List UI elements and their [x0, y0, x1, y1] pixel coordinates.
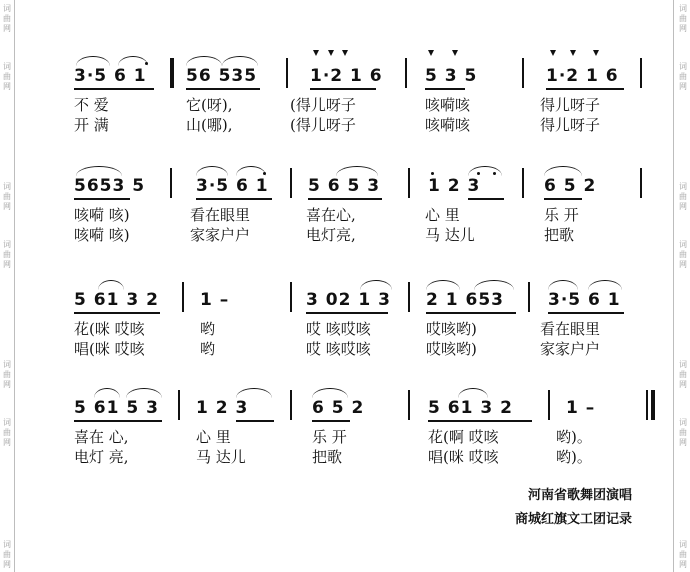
- watermark-char: 曲: [3, 370, 11, 379]
- watermark-char: 词: [3, 240, 11, 249]
- accent-mark: [428, 50, 434, 56]
- watermark-char: 曲: [679, 14, 687, 23]
- notes-measure: 5 3 5: [425, 66, 478, 86]
- watermark-char: 词: [679, 418, 687, 427]
- lyric-verse-1: 得儿呀子: [540, 96, 601, 114]
- watermark-char: 网: [3, 560, 11, 569]
- notes-measure: 1 –: [566, 398, 596, 418]
- beam-line: [196, 198, 272, 200]
- accent-mark: [452, 50, 458, 56]
- lyric-verse-2: (得儿呀子: [290, 116, 356, 134]
- lyric-verse-1: 咳嗬 咳): [74, 206, 130, 224]
- lyric-verse-2: 唱(咪 哎咳: [74, 340, 145, 358]
- lyric-verse-1: 花(咪 哎咳: [74, 320, 145, 338]
- watermark-char: 词: [3, 418, 11, 427]
- watermark-char: 曲: [3, 250, 11, 259]
- notes-measure: 3 02 1 3: [306, 290, 391, 310]
- beam-line: [74, 198, 130, 200]
- high-octave-dot: [431, 172, 434, 175]
- notes-measure: 3·5 6 1: [196, 176, 269, 196]
- watermark-char: 网: [3, 380, 11, 389]
- bar-line: [408, 168, 410, 198]
- bar-line: [182, 282, 184, 312]
- score-line-3: [0, 274, 690, 364]
- beam-line: [236, 420, 274, 422]
- lyric-verse-2: 咳嗬 咳): [74, 226, 130, 244]
- slur: [426, 280, 460, 290]
- score-line-2: [0, 160, 690, 250]
- lyric-verse-1: 哎 咳哎咳: [306, 320, 371, 338]
- lyric-verse-2: 马 达儿: [196, 448, 246, 466]
- watermark-char: 曲: [3, 72, 11, 81]
- notes-measure: 1·2 1 6: [310, 66, 383, 86]
- slur: [474, 280, 514, 290]
- slur: [544, 166, 582, 176]
- watermark-char: 曲: [3, 428, 11, 437]
- accent-mark: [550, 50, 556, 56]
- bar-line: [522, 168, 524, 198]
- bar-line: [528, 282, 530, 312]
- watermark-char: 词: [3, 4, 11, 13]
- lyric-verse-2: 家家户户: [540, 340, 601, 358]
- lyric-verse-2: 开 满: [74, 116, 109, 134]
- lyric-verse-2: 哟: [200, 340, 216, 358]
- watermark-char: 词: [679, 360, 687, 369]
- bar-line: [548, 390, 550, 420]
- watermark-char: 网: [679, 438, 687, 447]
- lyric-verse-1: (得儿呀子: [290, 96, 356, 114]
- notation-row: [0, 382, 690, 422]
- watermark-char: 网: [3, 260, 11, 269]
- bar-line: [408, 282, 410, 312]
- lyric-verse-2: 把歌: [544, 226, 575, 244]
- notes-measure: 5 61 3 2: [74, 290, 159, 310]
- watermark-char: 网: [679, 24, 687, 33]
- watermark-char: 词: [679, 4, 687, 13]
- notes-measure: 5 61 5 3: [74, 398, 159, 418]
- beam-line: [425, 88, 465, 90]
- watermark-char: 词: [3, 62, 11, 71]
- slur: [98, 280, 124, 290]
- watermark-char: 网: [3, 202, 11, 211]
- beam-line: [308, 198, 382, 200]
- slur: [236, 388, 272, 398]
- notes-measure: 1 2 3: [196, 398, 249, 418]
- lyric-verse-1: 它(呀),: [186, 96, 233, 114]
- accent-mark: [342, 50, 348, 56]
- bar-line: [178, 390, 180, 420]
- beam-line: [544, 198, 582, 200]
- notes-measure: 2 1 653: [426, 290, 504, 310]
- lyric-verse-1: 哟: [200, 320, 216, 338]
- bar-line: [290, 282, 292, 312]
- slur: [126, 388, 162, 398]
- lyric-verse-1: 看在眼里: [540, 320, 601, 338]
- slur: [588, 280, 622, 290]
- lyric-verse-2: 得儿呀子: [540, 116, 601, 134]
- bar-line: [640, 58, 642, 88]
- notes-measure: 6 5 2: [312, 398, 365, 418]
- beam-line: [186, 88, 260, 90]
- watermark-char: 词: [3, 360, 11, 369]
- bar-line: [522, 58, 524, 88]
- notation-row: [0, 50, 690, 90]
- watermark-char: 网: [3, 82, 11, 91]
- recorder-credit: 商城红旗文工团记录: [514, 512, 632, 527]
- bar-line: [640, 168, 642, 198]
- notes-measure: 5 6 5 3: [308, 176, 381, 196]
- watermark-char: 网: [679, 202, 687, 211]
- accent-mark: [570, 50, 576, 56]
- lyric-verse-1: 不 爱: [74, 96, 109, 114]
- final-bar-thick: [651, 390, 655, 420]
- high-octave-dot: [477, 172, 480, 175]
- slur: [222, 56, 258, 66]
- high-octave-dot: [145, 62, 148, 65]
- notation-row: [0, 160, 690, 200]
- beam-line: [74, 88, 154, 90]
- lyric-verse-1: 喜在心,: [306, 206, 356, 224]
- lyric-verse-2: 唱(咪 哎咳: [428, 448, 499, 466]
- watermark-char: 曲: [679, 370, 687, 379]
- beam-line: [74, 312, 160, 314]
- watermark-char: 曲: [679, 428, 687, 437]
- bar-line: [290, 168, 292, 198]
- slur: [360, 280, 392, 290]
- watermark-char: 词: [3, 540, 11, 549]
- notes-measure: 3·5 6 1: [74, 66, 147, 86]
- slur: [236, 166, 266, 176]
- slur: [76, 56, 110, 66]
- notes-measure: 5 61 3 2: [428, 398, 513, 418]
- slur: [312, 388, 348, 398]
- lyric-verse-2: 咳嗬咳: [425, 116, 471, 134]
- lyric-verse-2: 电灯亮,: [306, 226, 356, 244]
- slur: [186, 56, 222, 66]
- beam-line: [428, 420, 532, 422]
- watermark-char: 词: [679, 540, 687, 549]
- watermark-char: 曲: [3, 192, 11, 201]
- bar-line: [170, 58, 174, 88]
- bar-line: [408, 390, 410, 420]
- watermark-char: 网: [679, 260, 687, 269]
- slur: [458, 388, 488, 398]
- high-octave-dot: [263, 172, 266, 175]
- watermark-char: 曲: [679, 550, 687, 559]
- bar-line: [286, 58, 288, 88]
- watermark-char: 网: [679, 380, 687, 389]
- high-octave-dot: [493, 172, 496, 175]
- lyric-verse-1: 心 里: [425, 206, 460, 224]
- final-bar-thin: [646, 390, 648, 420]
- lyric-verse-2: 哎 咳哎咳: [306, 340, 371, 358]
- notes-measure: 1 2 3: [428, 176, 481, 196]
- watermark-char: 曲: [3, 550, 11, 559]
- bar-line: [290, 390, 292, 420]
- beam-line: [312, 420, 350, 422]
- beam-line: [546, 88, 624, 90]
- accent-mark: [313, 50, 319, 56]
- slur: [548, 280, 578, 290]
- slur: [118, 56, 148, 66]
- score-line-4: [0, 382, 690, 472]
- watermark-char: 词: [679, 240, 687, 249]
- watermark-char: 网: [3, 24, 11, 33]
- watermark-char: 网: [3, 438, 11, 447]
- slur: [468, 166, 502, 176]
- lyric-verse-1: 哟)。: [556, 428, 592, 446]
- slur: [336, 166, 378, 176]
- beam-line: [310, 88, 376, 90]
- lyric-verse-2: 电灯 亮,: [74, 448, 129, 466]
- lyric-verse-1: 花(啊 哎咳: [428, 428, 499, 446]
- beam-line: [468, 198, 504, 200]
- lyric-verse-1: 乐 开: [312, 428, 347, 446]
- notes-measure: 5653 5: [74, 176, 146, 196]
- performer-credit: 河南省歌舞团演唱: [527, 488, 632, 503]
- accent-mark: [593, 50, 599, 56]
- notes-measure: 56 535: [186, 66, 258, 86]
- lyric-verse-1: 心 里: [196, 428, 231, 446]
- accent-mark: [328, 50, 334, 56]
- bar-line: [170, 168, 172, 198]
- beam-line: [74, 420, 162, 422]
- notes-measure: 1·2 1 6: [546, 66, 619, 86]
- lyric-verse-2: 山(哪),: [186, 116, 233, 134]
- beam-line: [426, 312, 516, 314]
- watermark-char: 词: [679, 182, 687, 191]
- lyric-verse-1: 喜在 心,: [74, 428, 129, 446]
- lyric-verse-2: 哎咳哟): [426, 340, 477, 358]
- score-line-1: [0, 50, 690, 140]
- watermark-char: 曲: [679, 192, 687, 201]
- lyric-verse-1: 咳嗬咳: [425, 96, 471, 114]
- lyric-verse-2: 把歌: [312, 448, 343, 466]
- watermark-char: 词: [679, 62, 687, 71]
- watermark-char: 曲: [3, 14, 11, 23]
- watermark-char: 曲: [679, 72, 687, 81]
- lyric-verse-2: 哟)。: [556, 448, 592, 466]
- notes-measure: 3·5 6 1: [548, 290, 621, 310]
- watermark-char: 网: [679, 560, 687, 569]
- slur: [94, 388, 120, 398]
- watermark-char: 词: [3, 182, 11, 191]
- bar-line: [405, 58, 407, 88]
- watermark-char: 网: [679, 82, 687, 91]
- beam-line: [548, 312, 624, 314]
- notes-measure: 1 –: [200, 290, 230, 310]
- lyric-verse-1: 乐 开: [544, 206, 579, 224]
- notes-measure: 6 5 2: [544, 176, 597, 196]
- watermark-char: 曲: [679, 250, 687, 259]
- slur: [196, 166, 228, 176]
- beam-line: [306, 312, 388, 314]
- lyric-verse-2: 家家户户: [190, 226, 251, 244]
- lyric-verse-1: 看在眼里: [190, 206, 251, 224]
- notation-row: [0, 274, 690, 314]
- lyric-verse-2: 马 达儿: [425, 226, 475, 244]
- lyric-verse-1: 哎咳哟): [426, 320, 477, 338]
- slur: [76, 166, 122, 176]
